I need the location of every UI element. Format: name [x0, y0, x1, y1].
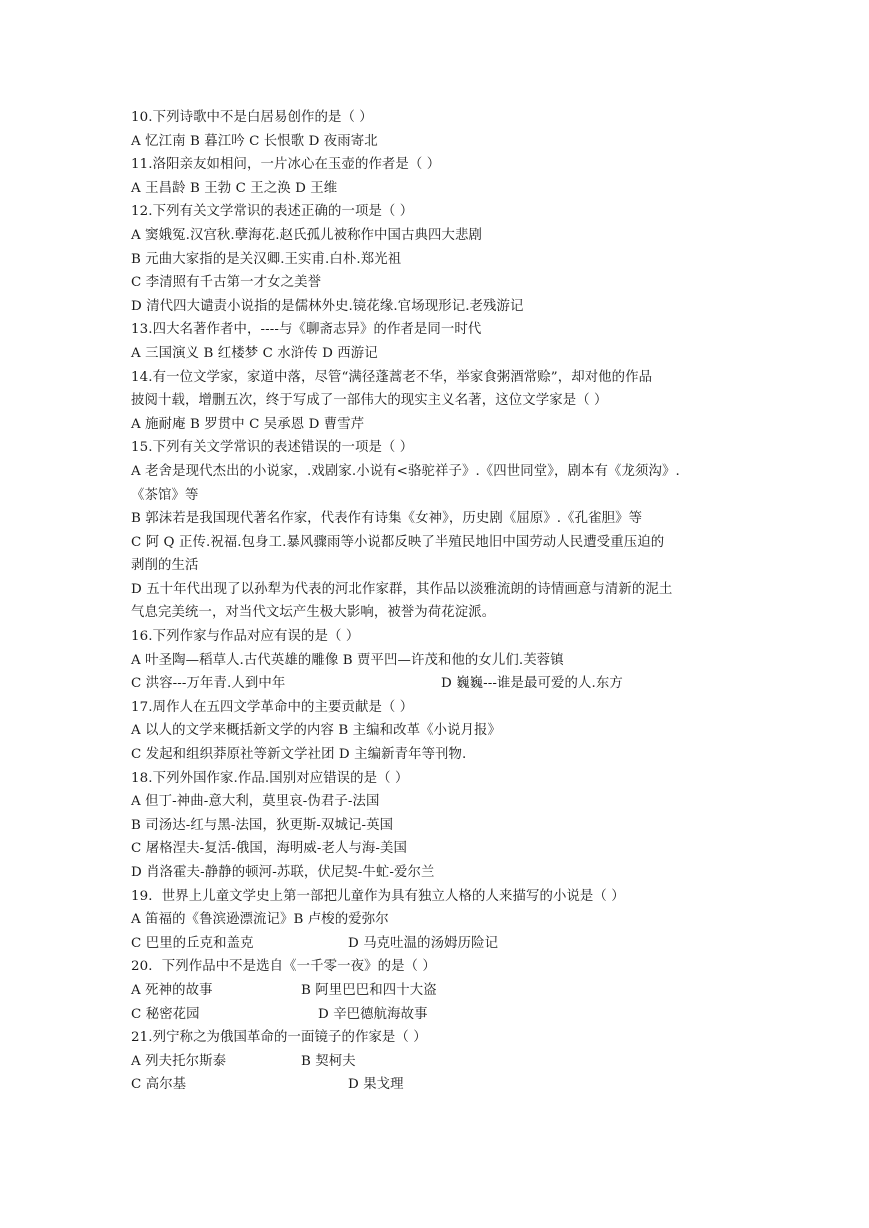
text-line	[131, 649, 811, 673]
line-segment: 气息完美统一，对当代文坛产生极大影响，被誉为荷花淀派。	[131, 605, 496, 621]
text-line	[131, 460, 811, 484]
text-line	[131, 318, 811, 342]
text-line	[131, 955, 811, 979]
text-line	[131, 743, 811, 767]
text-line	[131, 672, 811, 696]
text-line	[131, 1073, 811, 1097]
text-line	[131, 554, 811, 578]
text-line	[131, 389, 811, 413]
line-segment: C 高尔基	[131, 1077, 187, 1093]
line-segment: A 窦娥冤.汉宫秋.孽海花.赵氏孤儿被称作中国古典四大悲剧	[131, 227, 482, 243]
text-line	[131, 177, 811, 201]
text-line	[131, 507, 811, 531]
text-line	[131, 295, 811, 319]
line-segment: 15.下列有关文学常识的表述错误的一项是（ ）	[131, 440, 414, 456]
text-line	[131, 719, 811, 743]
text-line	[131, 106, 811, 130]
line-segment: A 列夫托尔斯泰	[131, 1053, 227, 1069]
line-segment: 20．下列作品中不是选自《一千零一夜》的是（ ）	[131, 959, 436, 975]
text-line	[131, 531, 811, 555]
line-segment-option: D 巍巍---谁是最可爱的人.东方	[441, 676, 623, 692]
line-segment: 剥削的生活	[131, 558, 199, 574]
line-segment: A 施耐庵 B 罗贯中 C 吴承恩 D 曹雪芹	[131, 416, 365, 432]
text-line	[131, 601, 811, 625]
line-segment: 10.下列诗歌中不是白居易创作的是（ ）	[131, 110, 373, 125]
question-text	[131, 106, 811, 1097]
line-segment: 披阅十载，增删五次，终于写成了一部伟大的现实主义名著，这位文学家是（ ）	[131, 393, 608, 409]
text-line	[131, 200, 811, 224]
text-line	[131, 413, 811, 437]
text-line	[131, 248, 811, 272]
text-line	[131, 153, 811, 177]
text-line	[131, 224, 811, 248]
text-line	[131, 271, 811, 295]
line-segment-option: B 阿里巴巴和四十大盗	[301, 982, 437, 998]
line-segment: B 郭沫若是我国现代著名作家，代表作有诗集《女神》，历史剧《屈原》.《孔雀胆》等	[131, 511, 643, 527]
line-segment: 12.下列有关文学常识的表述正确的一项是（ ）	[131, 204, 414, 220]
text-line	[131, 1003, 811, 1027]
line-segment: 13.四大名著作者中，----与《聊斋志异》的作者是同一时代	[131, 322, 482, 338]
line-segment: A 忆江南 B 暮江吟 C 长恨歌 D 夜雨寄北	[131, 133, 378, 149]
line-segment: 11.洛阳亲友如相问，一片冰心在玉壶的作者是（ ）	[131, 157, 441, 173]
text-line	[131, 979, 811, 1003]
line-segment: 21.列宁称之为俄国革命的一面镜子的作家是（ ）	[131, 1030, 427, 1046]
line-segment: 19．世界上儿童文学史上第一部把儿童作为具有独立人格的人来描写的小说是（ ）	[131, 888, 625, 904]
line-segment: A 笛福的《鲁滨逊漂流记》B 卢梭的爱弥尔	[131, 912, 389, 928]
line-segment: C 巴里的丘克和盖克	[131, 935, 254, 951]
text-line	[131, 861, 811, 885]
text-line	[131, 366, 811, 390]
line-segment: A 叶圣陶—稻草人.古代英雄的雕像 B 贾平凹—许茂和他的女儿们.芙蓉镇	[131, 652, 564, 668]
line-segment: D 肖洛霍夫-静静的顿河-苏联，伏尼契-牛虻-爱尔兰	[131, 865, 435, 880]
text-line	[131, 1026, 811, 1050]
line-segment-option: D 果戈理	[348, 1077, 404, 1093]
text-line	[131, 767, 811, 791]
text-line	[131, 885, 811, 909]
line-segment: D 清代四大谴责小说指的是儒林外史.镜花缘.官场现形记.老残游记	[131, 298, 524, 314]
text-line	[131, 578, 811, 602]
line-segment: 《茶馆》等	[131, 487, 199, 503]
line-segment: B 司汤达-红与黑-法国，狄更斯-双城记-英国	[131, 817, 394, 833]
line-segment: C 李清照有千古第一才女之美誉	[131, 275, 322, 291]
line-segment: 18.下列外国作家.作品.国别对应错误的是（ ）	[131, 770, 409, 786]
text-line	[131, 1050, 811, 1074]
text-line	[131, 790, 811, 814]
text-line	[131, 342, 811, 366]
line-segment: 16.下列作家与作品对应有误的是（ ）	[131, 629, 360, 645]
line-segment: 14.有一位文学家，家道中落，尽管“满径蓬蒿老不华，举家食粥酒常赊”，却对他的作品	[131, 369, 653, 385]
line-segment-option: D 马克吐温的汤姆历险记	[348, 935, 499, 951]
line-segment: C 阿 Q 正传.祝福.包身工.暴风骤雨等小说都反映了半殖民地旧中国劳动人民遭受重压迫的	[131, 534, 665, 550]
text-line	[131, 130, 811, 154]
line-segment-option: D 辛巴德航海故事	[318, 1006, 428, 1022]
line-segment: A 老舍是现代杰出的小说家，.戏剧家.小说有<骆驼祥子》.《四世同堂》，剧本有《龙须沟》.	[131, 463, 680, 479]
line-segment: A 死神的故事	[131, 982, 213, 998]
line-segment: A 但丁-神曲-意大利，莫里哀-伪君子-法国	[131, 794, 380, 810]
line-segment: C 秘密花园	[131, 1006, 200, 1022]
text-line	[131, 625, 811, 649]
line-segment: D 五十年代出现了以孙犁为代表的河北作家群，其作品以淡雅流朗的诗情画意与清新的泥土	[131, 581, 673, 597]
text-line	[131, 908, 811, 932]
line-segment: C 屠格涅夫-复活-俄国，海明威-老人与海-美国	[131, 841, 408, 857]
text-line	[131, 932, 811, 956]
line-segment: C 洪容---万年青.人到中年	[131, 676, 286, 692]
line-segment: A 王昌龄 B 王勃 C 王之涣 D 王维	[131, 180, 338, 196]
text-line	[131, 837, 811, 861]
line-segment: A 以人的文学来概括新文学的内容 B 主编和改革《小说月报》	[131, 723, 502, 739]
line-segment: B 元曲大家指的是关汉卿.王实甫.白朴.郑光祖	[131, 251, 402, 267]
text-line	[131, 484, 811, 508]
text-line	[131, 436, 811, 460]
line-segment: C 发起和组织莽原社等新文学社团 D 主编新青年等刊物.	[131, 747, 467, 763]
line-segment: 17.周作人在五四文学革命中的主要贡献是（ ）	[131, 699, 414, 715]
text-line	[131, 814, 811, 838]
text-line	[131, 696, 811, 720]
line-segment: A 三国演义 B 红楼梦 C 水浒传 D 西游记	[131, 345, 378, 361]
line-segment-option: B 契柯夫	[301, 1053, 356, 1069]
